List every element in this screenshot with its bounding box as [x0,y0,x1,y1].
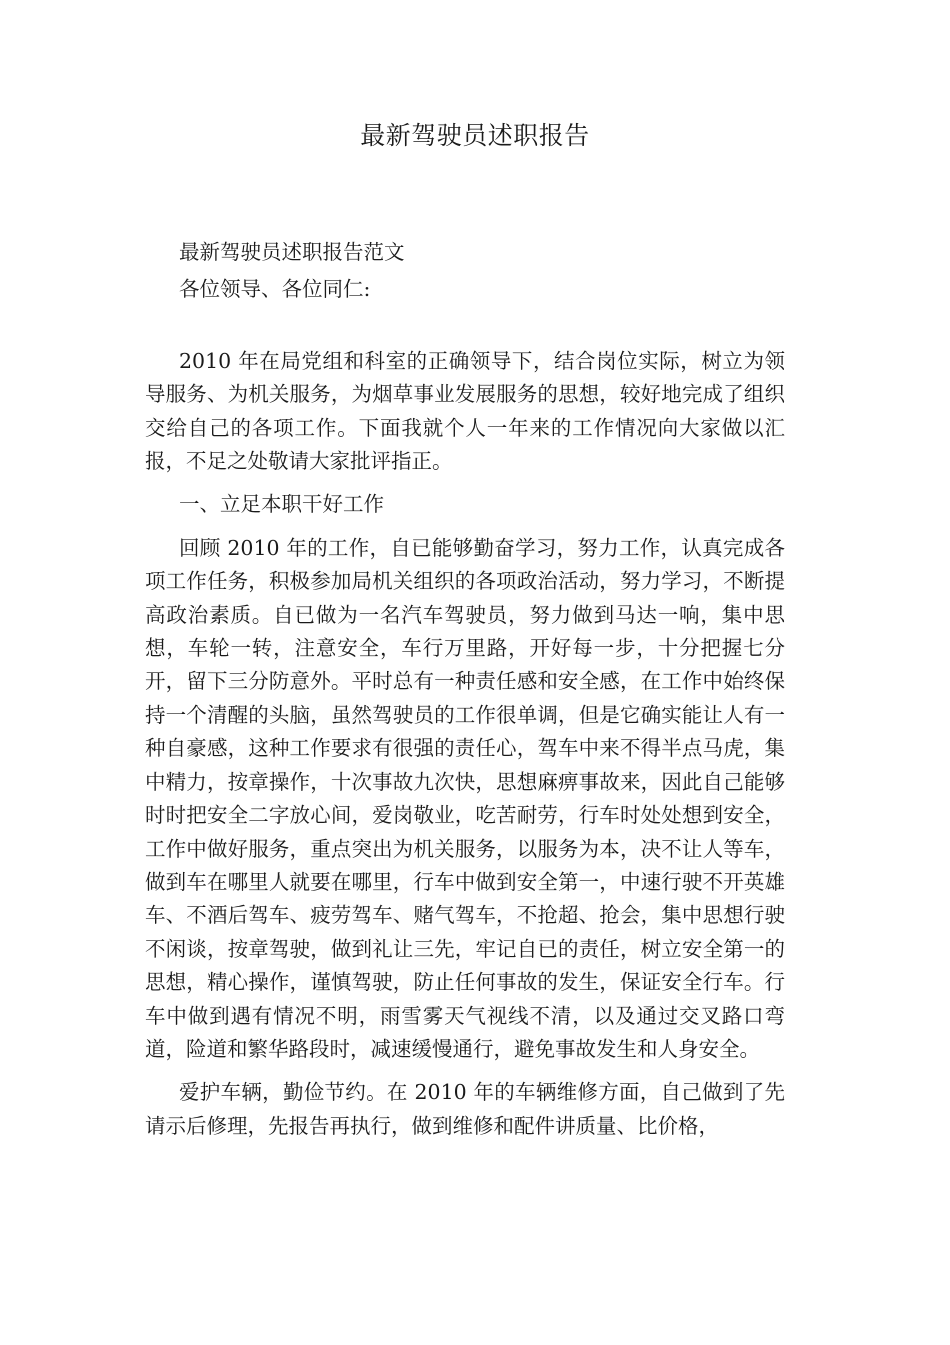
document-subtitle: 最新驾驶员述职报告范文 [179,240,405,264]
salutation: 各位领导、各位同仁: [179,277,371,302]
document-title: 最新驾驶员述职报告 [360,121,590,150]
document-body [145,236,785,1143]
paragraph-vehicle-care: 爱护车辆，勤俭节约。在 2010 年的车辆维修方面，自己做到了先请示后修理，先报告再执行，做到维修和配件讲质量、比价格， [145,1080,785,1138]
paragraph-intro: 2010 年在局党组和科室的正确领导下，结合岗位实际，树立为领导服务、为机关服务，为烟草事业发展服务的思想，较好地完成了组织交给自己的各项工作。下面我就个人一年来的工作情况向大家做以汇报，不足之处敬请大家批评指正。 [145,348,785,474]
section-heading: 一、立足本职干好工作 [179,492,384,517]
paragraph-review: 回顾 2010 年的工作，自已能够勤奋学习，努力工作，认真完成各项工作任务，积极参加局机关组织的各项政治活动，努力学习，不断提高政治素质。自已做为一名汽车驾驶员，努力做到马达一响，集中思想，车轮一转，注意安全，车行万里路，开好每一步，十分把握七分开，留下三分防意外。平时总有一种责任感和安全感，在工作中始终保持一个清醒的头脑，虽然驾驶员的工作很单调，但是它确实能让人有一种自豪感，这种工作要求有很强的责任心，驾车中来不得半点马虎，集中精力，按章操作，十次事故九次快，思想麻痹事故来，因此自己能够时时把安全二字放心间，爱岗敬业，吃苦耐劳，行车时处处想到安全，工作中做好服务，重点突出为机关服务，以服务为本，决不让人等车，做到车在哪里人就要在哪里，行车中做到安全第一，中速行驶不开英雄车、不酒后驾车、疲劳驾车、赌气驾车，不抢超、抢会，集中思想行驶不闲谈，按章驾驶，做到礼让三先，牢记自已的责任，树立安全第一的思想，精心操作，谨慎驾驶，防止任何事故的发生，保证安全行车。行车中做到遇有情况不明，雨雪雾天气视线不清，以及通过交叉路口弯道，险道和繁华路段时，减速缓慢通行，避免事故发生和人身安全。 [145,535,785,1061]
